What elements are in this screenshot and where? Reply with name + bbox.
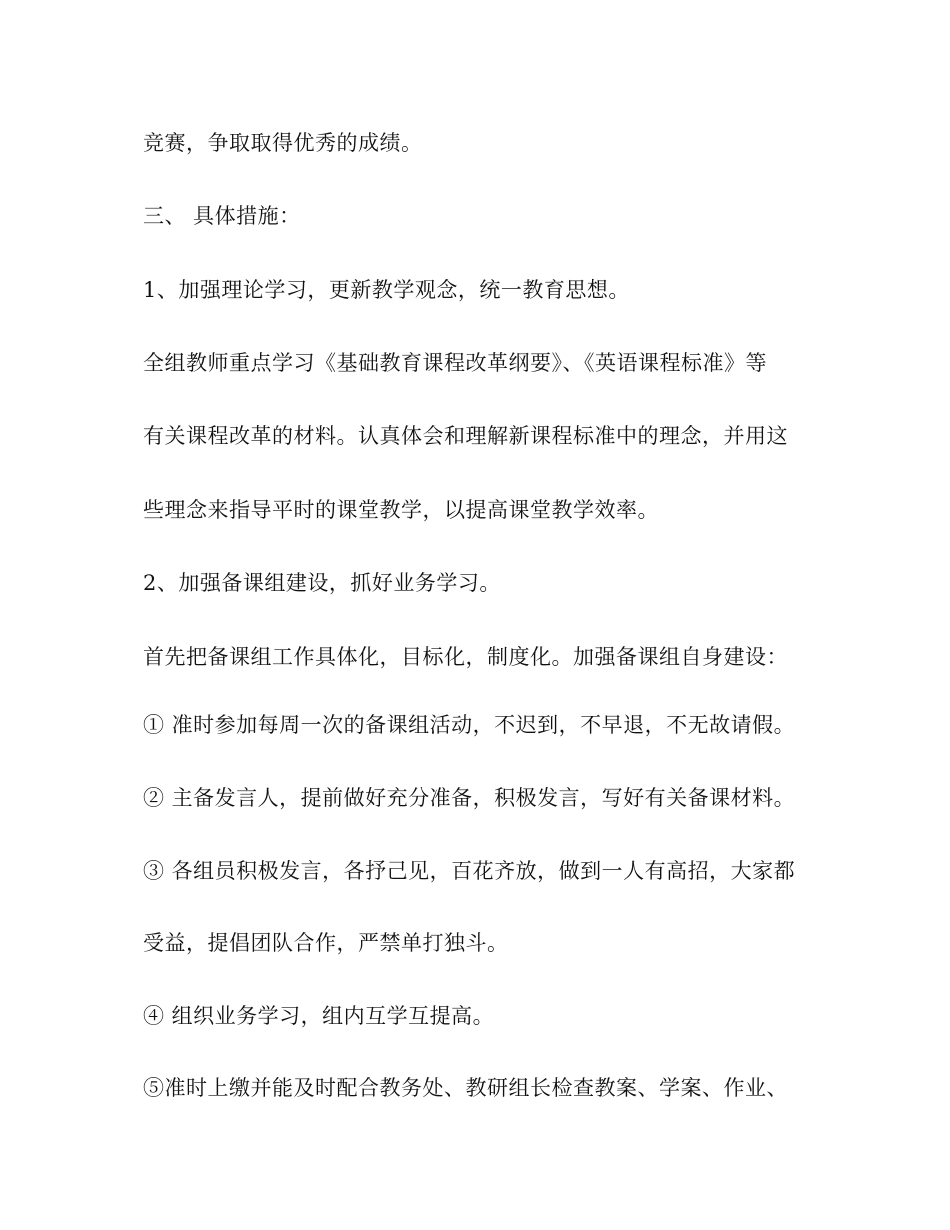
list-item: ⑤准时上缴并能及时配合教务处、教研组长检查教案、学案、作业、 (143, 1076, 788, 1100)
section-heading: 三、 具体措施： (143, 204, 301, 228)
text-line: 受益，提倡团队合作，严禁单打独斗。 (143, 931, 509, 955)
list-item: ③ 各组员积极发言，各抒己见，百花齐放，做到一人有高招，大家都 (143, 859, 796, 883)
list-item: ④ 组织业务学习，组内互学互提高。 (143, 1004, 495, 1028)
text-line: 有关课程改革的材料。认真体会和理解新课程标准中的理念，并用这 (143, 424, 788, 448)
text-line: 些理念来指导平时的课堂教学，以提高课堂教学效率。 (143, 498, 659, 522)
list-item: ① 准时参加每周一次的备课组活动，不迟到，不早退，不无故请假。 (143, 713, 796, 737)
text-line: 首先把备课组工作具体化，目标化，制度化。加强备课组自身建设： (143, 645, 788, 669)
list-item: ② 主备发言人，提前做好充分准备，积极发言，写好有关备课材料。 (143, 786, 796, 810)
item-heading: 1、加强理论学习，更新教学观念，统一教育思想。 (143, 278, 630, 302)
text-line: 全组教师重点学习《基础教育课程改革纲要》、《英语课程标准》等 (143, 351, 767, 375)
item-heading: 2、加强备课组建设，抓好业务学习。 (143, 571, 501, 595)
text-line: 竞赛，争取取得优秀的成绩。 (143, 131, 423, 155)
